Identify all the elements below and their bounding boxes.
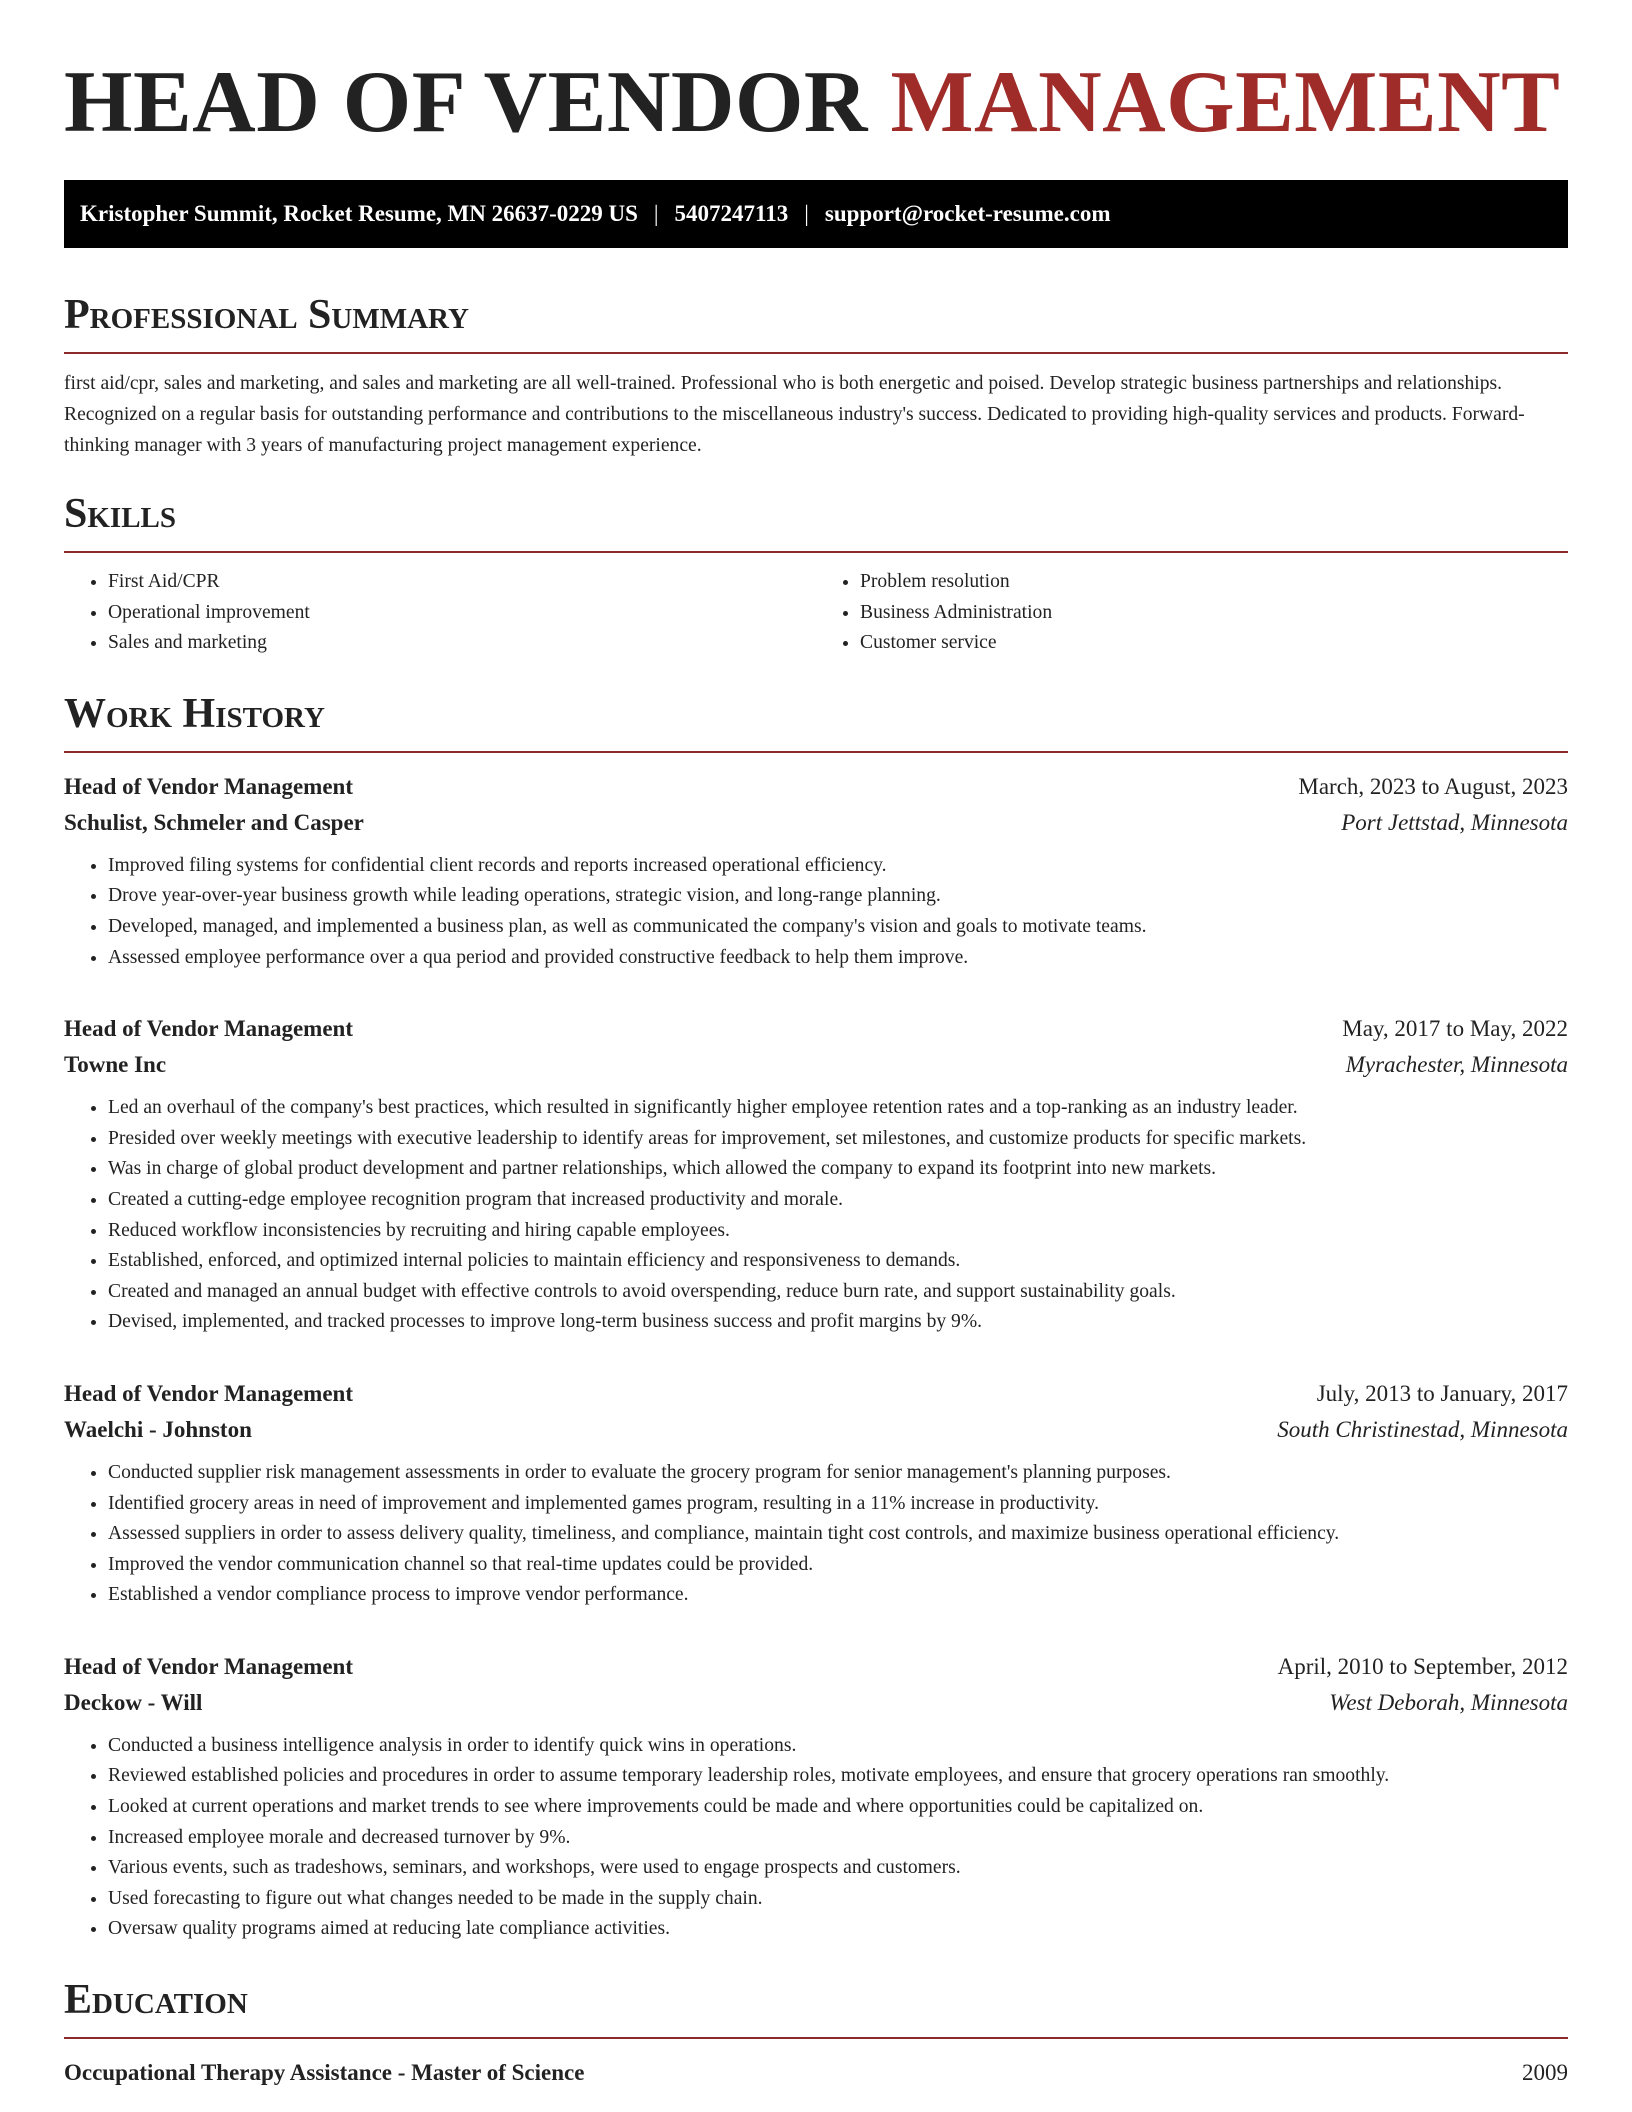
skill-item: • Sales and marketing (108, 628, 816, 659)
job-header-row (64, 1649, 1568, 1685)
job-company-row (64, 1685, 1568, 1721)
job-company-row (64, 1047, 1568, 1083)
job-bullets (64, 1458, 1568, 1611)
job-bullet: • Looked at current operations and market trends to see where improvements could be made and where opportunities could be capitalized on. (108, 1792, 1568, 1823)
job-bullet: • Drove year-over-year business growth while leading operations, strategic vision, and long-range planning. (108, 881, 1568, 912)
job-entry (64, 1649, 1568, 1945)
job-bullet: • Was in charge of global product development and partner relationships, which allowed the company to expand its footprint into new markets. (108, 1154, 1568, 1185)
contact-phone: 5407247113 (674, 201, 789, 226)
job-dates: July, 2013 to January, 2017 (1316, 1380, 1568, 1406)
job-dates: April, 2010 to September, 2012 (1277, 1653, 1568, 1679)
skills-column-left (64, 567, 816, 659)
section-divider (64, 2037, 1568, 2039)
skills-list-right (816, 567, 1568, 659)
education-heading: Education (64, 1977, 248, 2024)
job-bullet: • Improved the vendor communication channel so that real-time updates could be provided. (108, 1550, 1568, 1581)
job-entry (64, 1376, 1568, 1611)
job-bullet: • Various events, such as tradeshows, seminars, and workshops, were used to engage prospects and customers. (108, 1853, 1568, 1884)
job-company: Waelchi - Johnston (64, 1416, 252, 1442)
job-title: Head of Vendor Management (64, 1380, 353, 1406)
skill-item: • Customer service (860, 628, 1568, 659)
education-entry (64, 2055, 1568, 2091)
job-bullet: • Assessed employee performance over a qua period and provided constructive feedback to help them improve. (108, 943, 1568, 974)
title-accent: MANAGEMENT (890, 54, 1561, 151)
job-bullet: • Conducted supplier risk management assessments in order to evaluate the grocery program for senior management's planning purposes. (108, 1458, 1568, 1489)
education-degree: Occupational Therapy Assistance - Master of Science (64, 2060, 585, 2086)
skills-column-right (816, 567, 1568, 659)
contact-address: Kristopher Summit, Rocket Resume, MN 26637-0229 US (80, 201, 638, 226)
contact-email: support@rocket-resume.com (824, 201, 1111, 226)
job-bullet: • Led an overhaul of the company's best practices, which resulted in significantly higher employee retention rates and a top-ranking as an industry leader. (108, 1093, 1568, 1124)
job-title: Head of Vendor Management (64, 773, 353, 799)
job-bullet: • Assessed suppliers in order to assess delivery quality, timeliness, and compliance, maintain tight cost controls, and maximize business operational efficiency. (108, 1519, 1568, 1550)
job-bullet: • Increased employee morale and decreased turnover by 9%. (108, 1823, 1568, 1854)
job-header-row (64, 769, 1568, 805)
job-title: Head of Vendor Management (64, 1653, 353, 1679)
job-bullet: • Reduced workflow inconsistencies by recruiting and hiring capable employees. (108, 1216, 1568, 1247)
skills-section (64, 489, 1568, 659)
skill-item: • Operational improvement (108, 598, 816, 629)
job-location: Myrachester, Minnesota (1345, 1052, 1568, 1078)
contact-separator: | (804, 201, 809, 226)
job-bullet: • Established, enforced, and optimized internal policies to maintain efficiency and responsiveness to demands. (108, 1246, 1568, 1277)
job-bullets (64, 1093, 1568, 1338)
job-location: South Christinestad, Minnesota (1277, 1416, 1568, 1442)
education-year: 2009 (1522, 2060, 1568, 2086)
section-divider (64, 352, 1568, 354)
job-dates: May, 2017 to May, 2022 (1342, 1016, 1568, 1042)
contact-bar (64, 180, 1568, 248)
summary-section (64, 290, 1568, 461)
job-bullet: • Created and managed an annual budget with effective controls to avoid overspending, reduce burn rate, and support sustainability goals. (108, 1277, 1568, 1308)
job-bullet: • Reviewed established policies and procedures in order to assume temporary leadership roles, motivate employees, and ensure that grocery operations ran smoothly. (108, 1761, 1568, 1792)
title-main: HEAD OF VENDOR (64, 54, 868, 151)
job-title: Head of Vendor Management (64, 1016, 353, 1042)
job-header-row (64, 1011, 1568, 1047)
job-dates: March, 2023 to August, 2023 (1298, 773, 1568, 799)
job-company: Schulist, Schmeler and Casper (64, 809, 364, 835)
job-bullet: • Identified grocery areas in need of improvement and implemented games program, resulting in a 11% increase in productivity. (108, 1489, 1568, 1520)
job-bullet: • Improved filing systems for confidential client records and reports increased operational efficiency. (108, 851, 1568, 882)
job-bullet: • Created a cutting-edge employee recognition program that increased productivity and morale. (108, 1185, 1568, 1216)
section-divider (64, 751, 1568, 753)
job-header-row (64, 1376, 1568, 1412)
job-bullet: • Developed, managed, and implemented a business plan, as well as communicated the company's vision and goals to motivate teams. (108, 912, 1568, 943)
job-company: Deckow - Will (64, 1689, 203, 1715)
section-divider (64, 551, 1568, 553)
job-bullet: • Used forecasting to figure out what changes needed to be made in the supply chain. (108, 1884, 1568, 1915)
job-company-row (64, 805, 1568, 841)
work-history-heading: Work History (64, 690, 325, 737)
job-location: Port Jettstad, Minnesota (1341, 809, 1568, 835)
contact-separator: | (653, 201, 659, 226)
page-title (64, 50, 1568, 156)
job-entry (64, 1011, 1568, 1338)
skill-item: • Business Administration (860, 598, 1568, 629)
summary-heading: Professional Summary (64, 292, 469, 338)
job-company-row (64, 1412, 1568, 1448)
job-location: West Deborah, Minnesota (1329, 1689, 1568, 1715)
job-bullet: • Oversaw quality programs aimed at reducing late compliance activities. (108, 1914, 1568, 1945)
skills-list-left (64, 567, 816, 659)
education-section (64, 1975, 1568, 2091)
job-bullets (64, 1731, 1568, 1945)
skill-item: • First Aid/CPR (108, 567, 816, 598)
skills-heading: Skills (64, 491, 177, 537)
job-entry (64, 769, 1568, 973)
skill-item: • Problem resolution (860, 567, 1568, 598)
job-bullets (64, 851, 1568, 973)
job-bullet: • Established a vendor compliance process to improve vendor performance. (108, 1580, 1568, 1611)
job-bullet: • Presided over weekly meetings with executive leadership to identify areas for improvement, set milestones, and customize products for specific markets. (108, 1124, 1568, 1155)
job-company: Towne Inc (64, 1052, 167, 1078)
job-bullet: • Devised, implemented, and tracked processes to improve long-term business success and profit margins by 9%. (108, 1307, 1568, 1338)
summary-text: first aid/cpr, sales and marketing, and sales and marketing are all well-trained. Professional who is both energetic and poised. Develop strategic business partnerships and relationships. Recognized on a regular basis for outstanding performance and contributions to the miscellaneous industry's success. Dedicated to providing high-quality services and products. Forward-thinking manager with 3 years of manufacturing project management experience. (64, 373, 1525, 456)
skills-grid (64, 567, 1568, 659)
job-bullet: • Conducted a business intelligence analysis in order to identify quick wins in operations. (108, 1731, 1568, 1762)
work-history-section (64, 689, 1568, 1945)
